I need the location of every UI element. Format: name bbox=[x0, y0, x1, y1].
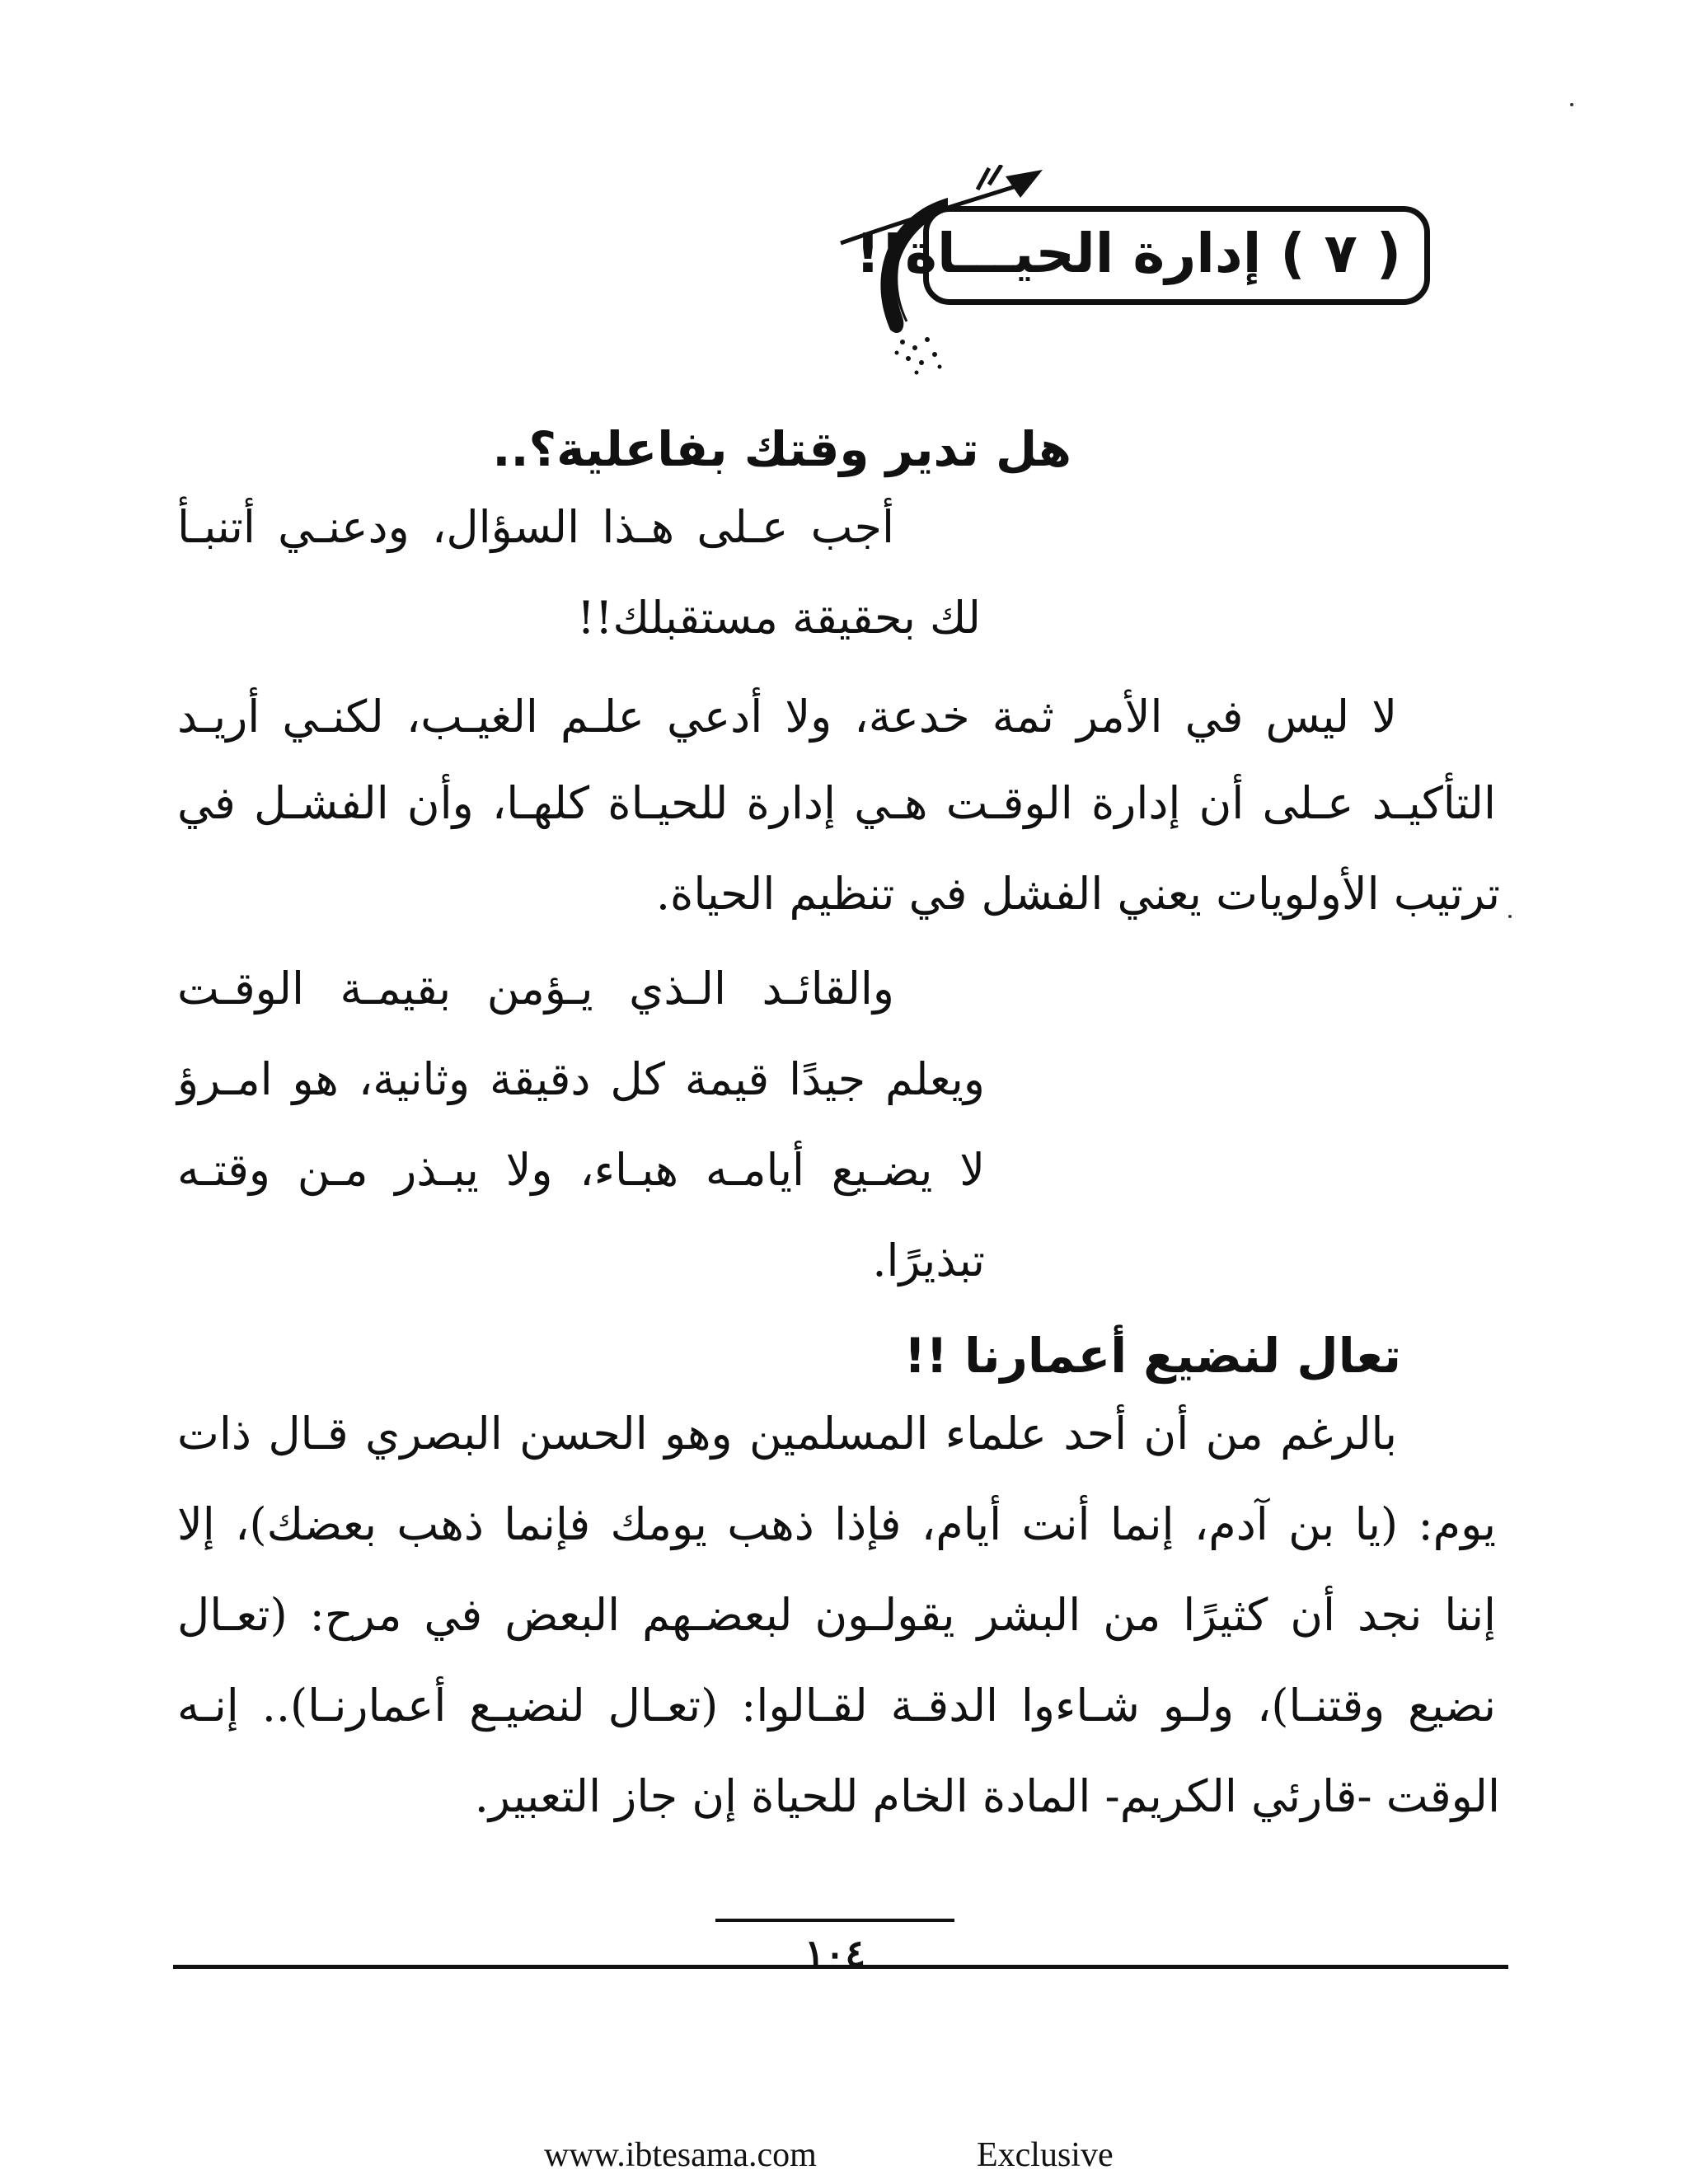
body-line: نضيع وقتنـا)، ولـو شـاءوا الدقـة لقـالوا: (تعـال لنضيـع أعمارنـا).. إنـه bbox=[177, 1680, 1496, 1732]
body-line: لا يضـيع أيامـه هبـاء، ولا يبـذر مـن وقتـه bbox=[177, 1144, 985, 1196]
chapter-title: ( ٧ ) إدارة الحيـــاة!! bbox=[855, 222, 1401, 285]
body-line: التأكيـد عـلى أن إدارة الوقـت هـي إدارة للحيـاة كلهـا، وأن الفشـل في bbox=[177, 777, 1496, 829]
body-line: بالرغم من أن أحد علماء المسلمين وهو الحسن البصري قـال ذات bbox=[177, 1408, 1397, 1460]
scan-speck bbox=[1570, 103, 1573, 106]
body-line: لك بحقيقة مستقبلك!! bbox=[577, 592, 981, 644]
page-number: ١٠٤ bbox=[804, 1931, 866, 1975]
body-line: إننا نجد أن كثيرًا من البشر يقولـون لبعضـهم البعض في مرح: (تعـال bbox=[177, 1589, 1496, 1641]
body-line: تبذيرًا. bbox=[872, 1235, 985, 1286]
body-line: والقائـد الـذي يـؤمن بقيمـة الوقـت bbox=[177, 963, 894, 1015]
section-heading: تعال لنضيع أعمارنا !! bbox=[903, 1328, 1401, 1384]
footer-rule bbox=[173, 1965, 1508, 1969]
body-line: أجب عـلى هـذا السؤال، ودعنـي أتنبـأ bbox=[177, 501, 894, 553]
body-line: ترتيب الأولويات يعني الفشل في تنظيم الحياة. bbox=[655, 868, 1500, 920]
section-heading: هل تدير وقتك بفاعلية؟.. bbox=[492, 421, 1071, 477]
page-number-rule bbox=[715, 1919, 954, 1922]
body-line: يوم: (يا بن آدم، إنما أنت أيام، فإذا ذهب يومك فإنما ذهب بعضك)، إلا bbox=[177, 1498, 1496, 1550]
body-line: الوقت -قارئي الكريم- المادة الخام للحياة إن جاز التعبير. bbox=[474, 1770, 1500, 1822]
scan-speck bbox=[1508, 915, 1512, 918]
watermark-site: www.ibtesama.com bbox=[544, 2136, 817, 2174]
body-line: لا ليس في الأمر ثمة خدعة، ولا أدعي علـم الغيـب، لكنـي أريـد bbox=[177, 691, 1397, 743]
body-line: ويعلم جيدًا قيمة كل دقيقة وثانية، هو امـرؤ bbox=[177, 1053, 985, 1105]
watermark-tag: Exclusive bbox=[977, 2136, 1114, 2174]
